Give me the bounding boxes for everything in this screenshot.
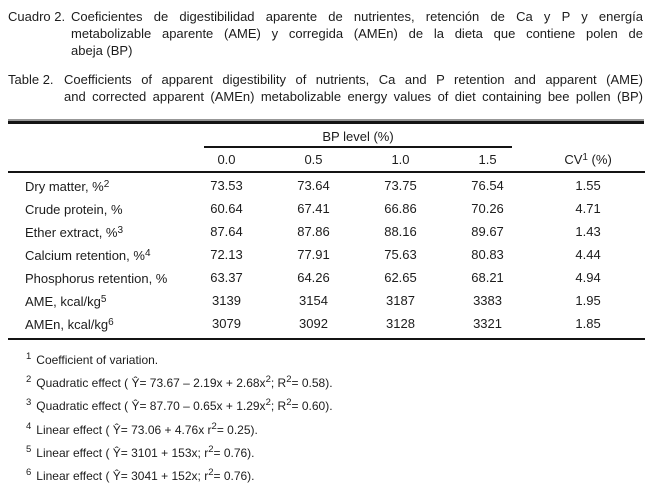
row-label-cell	[8, 221, 183, 244]
value-cell: 63.37	[210, 270, 243, 285]
footnote-text: = 0.76).	[213, 469, 255, 484]
row-label: Phosphorus retention, %	[25, 271, 168, 286]
value-cell: 3139	[212, 293, 241, 308]
footnote-text: Linear effect ( Ŷ= 3041 + 152x; r	[36, 469, 209, 484]
row-label-sup: 6	[108, 317, 114, 328]
footnote-text: Quadratic effect ( Ŷ= 73.67 – 2.19x + 2.68x	[36, 376, 266, 391]
group-header-cell	[183, 124, 531, 149]
footnote	[26, 347, 644, 370]
column-header: 1.5	[444, 149, 531, 172]
value-cell: 3321	[444, 313, 531, 339]
value-cell: 64.26	[297, 270, 330, 285]
footnote	[26, 393, 644, 416]
footnote-marker: 3	[26, 397, 32, 409]
footnote-text: = 0.58).	[291, 376, 333, 391]
footnote-sup: 2	[265, 374, 271, 386]
row-label: Dry matter, %	[25, 179, 104, 194]
value-cell: 67.41	[297, 201, 330, 216]
row-label-cell	[8, 172, 183, 198]
row-label: Crude protein, %	[25, 202, 123, 217]
table-row	[8, 313, 645, 339]
value-cell: 73.75	[384, 178, 417, 193]
value-cell: 3092	[270, 313, 357, 339]
value-cell: 80.83	[471, 247, 504, 262]
row-label: AME, kcal/kg	[25, 294, 101, 309]
footnote	[26, 440, 644, 463]
footnote-text: Linear effect ( Ŷ= 3101 + 153x; r	[36, 445, 209, 460]
footnote-marker: 5	[26, 443, 32, 455]
footnote-sup: 2	[211, 420, 217, 432]
column-header: 1.0	[357, 149, 444, 172]
table-row	[8, 172, 645, 198]
row-label-sup: 5	[100, 294, 107, 305]
footnote-text: ; R	[270, 376, 287, 391]
data-table	[8, 124, 645, 340]
value-cell: 3154	[299, 293, 328, 308]
row-label-sup: 4	[144, 248, 151, 259]
empty-cell	[8, 149, 183, 172]
table-row	[8, 244, 645, 267]
caption-english-label: Table 2.	[8, 72, 54, 87]
footnote-sup: 2	[286, 397, 292, 409]
caption-line: metabolizable aparente (AME) y corregida (AMEn) de la dieta que contiene polen de	[71, 26, 643, 41]
caption-line: Coeficientes de digestibilidad aparente de nutrientes, retención de Ca y P y energía	[71, 9, 643, 24]
row-label: AMEn, kcal/kg	[25, 317, 109, 332]
data-table-wrapper	[8, 119, 644, 340]
column-header: 0.5	[270, 149, 357, 172]
footnote-marker: 2	[26, 374, 32, 386]
cv-cell: 4.44	[575, 247, 601, 262]
cv-header-rest: (%)	[587, 152, 612, 167]
caption-spanish	[8, 8, 644, 59]
row-label-cell	[8, 244, 183, 267]
footnote	[26, 417, 644, 440]
value-cell: 66.86	[384, 201, 417, 216]
footnote	[26, 370, 644, 393]
table-row	[8, 267, 645, 290]
column-header-row	[8, 149, 645, 172]
caption-spanish-label: Cuadro 2.	[8, 9, 66, 24]
value-cell: 75.63	[384, 247, 417, 262]
row-label-cell	[8, 290, 183, 313]
row-label: Calcium retention, %	[25, 248, 145, 263]
value-cell: 87.86	[297, 224, 330, 239]
table-row	[8, 221, 645, 244]
row-label-cell	[8, 267, 183, 290]
footnote-marker: 4	[26, 420, 32, 432]
footnote-marker: 6	[26, 467, 32, 479]
cv-header-sup: 1	[582, 152, 588, 163]
footnote-sup: 2	[208, 443, 214, 455]
footnote-text: Quadratic effect ( Ŷ= 87.70 – 0.65x + 1.29x	[36, 399, 266, 414]
value-cell: 76.54	[471, 178, 504, 193]
empty-cell	[8, 124, 183, 149]
footnote	[26, 463, 644, 486]
cv-cell: 1.85	[531, 313, 645, 339]
value-cell: 73.53	[210, 178, 243, 193]
caption-line: abeja (BP)	[71, 43, 133, 58]
cv-cell: 1.95	[575, 293, 601, 308]
row-label-cell	[8, 313, 183, 339]
footnote-text: = 0.76).	[213, 445, 255, 460]
cv-header-base: CV	[564, 152, 583, 167]
value-cell: 70.26	[471, 201, 504, 216]
column-header: 0.0	[183, 149, 270, 172]
empty-cell	[531, 124, 645, 149]
footnote-text: Coefficient of variation.	[36, 353, 159, 367]
cv-cell: 4.71	[575, 201, 601, 216]
footnote-text: = 0.25).	[216, 422, 258, 437]
cv-cell: 1.55	[575, 178, 601, 193]
row-label: Ether extract, %	[25, 225, 118, 240]
value-cell: 3187	[386, 293, 415, 308]
caption-english-text	[64, 71, 644, 105]
table-row	[8, 290, 645, 313]
caption-line: Coefficients of apparent digestibility of nutrients, Ca and P retention and apparent (AME)	[64, 72, 643, 87]
cv-cell: 4.94	[575, 270, 601, 285]
value-cell: 62.65	[384, 270, 417, 285]
value-cell: 77.91	[297, 247, 330, 262]
value-cell: 73.64	[297, 178, 330, 193]
footnote-marker: 1	[26, 351, 32, 362]
row-label-sup: 2	[103, 179, 110, 190]
value-cell: 88.16	[384, 224, 417, 239]
value-cell: 72.13	[210, 247, 243, 262]
footnote-text: Linear effect ( Ŷ= 73.06 + 4.76x r	[36, 422, 212, 437]
cv-column-header	[531, 149, 645, 172]
footnotes	[8, 347, 644, 486]
table-row	[8, 198, 645, 221]
row-label-sup: 3	[117, 225, 124, 236]
value-cell: 3079	[183, 313, 270, 339]
value-cell: 3383	[473, 293, 502, 308]
group-header-label: BP level (%)	[204, 129, 512, 148]
footnote-sup: 2	[286, 374, 292, 386]
value-cell: 68.21	[471, 270, 504, 285]
value-cell: 60.64	[210, 201, 243, 216]
caption-spanish-text	[71, 8, 644, 59]
group-header-row	[8, 124, 645, 149]
footnote-sup: 2	[265, 397, 271, 409]
value-cell: 3128	[357, 313, 444, 339]
caption-english	[8, 71, 644, 105]
value-cell: 87.64	[210, 224, 243, 239]
footnote-text: ; R	[270, 399, 287, 414]
cv-cell: 1.43	[575, 224, 601, 239]
value-cell: 89.67	[471, 224, 504, 239]
caption-line: and corrected apparent (AMEn) metabolizable energy values of diet containing bee pollen (BP)	[64, 89, 643, 104]
footnote-sup: 2	[208, 467, 214, 479]
row-label-cell	[8, 198, 183, 221]
footnote-text: = 0.60).	[291, 399, 333, 414]
